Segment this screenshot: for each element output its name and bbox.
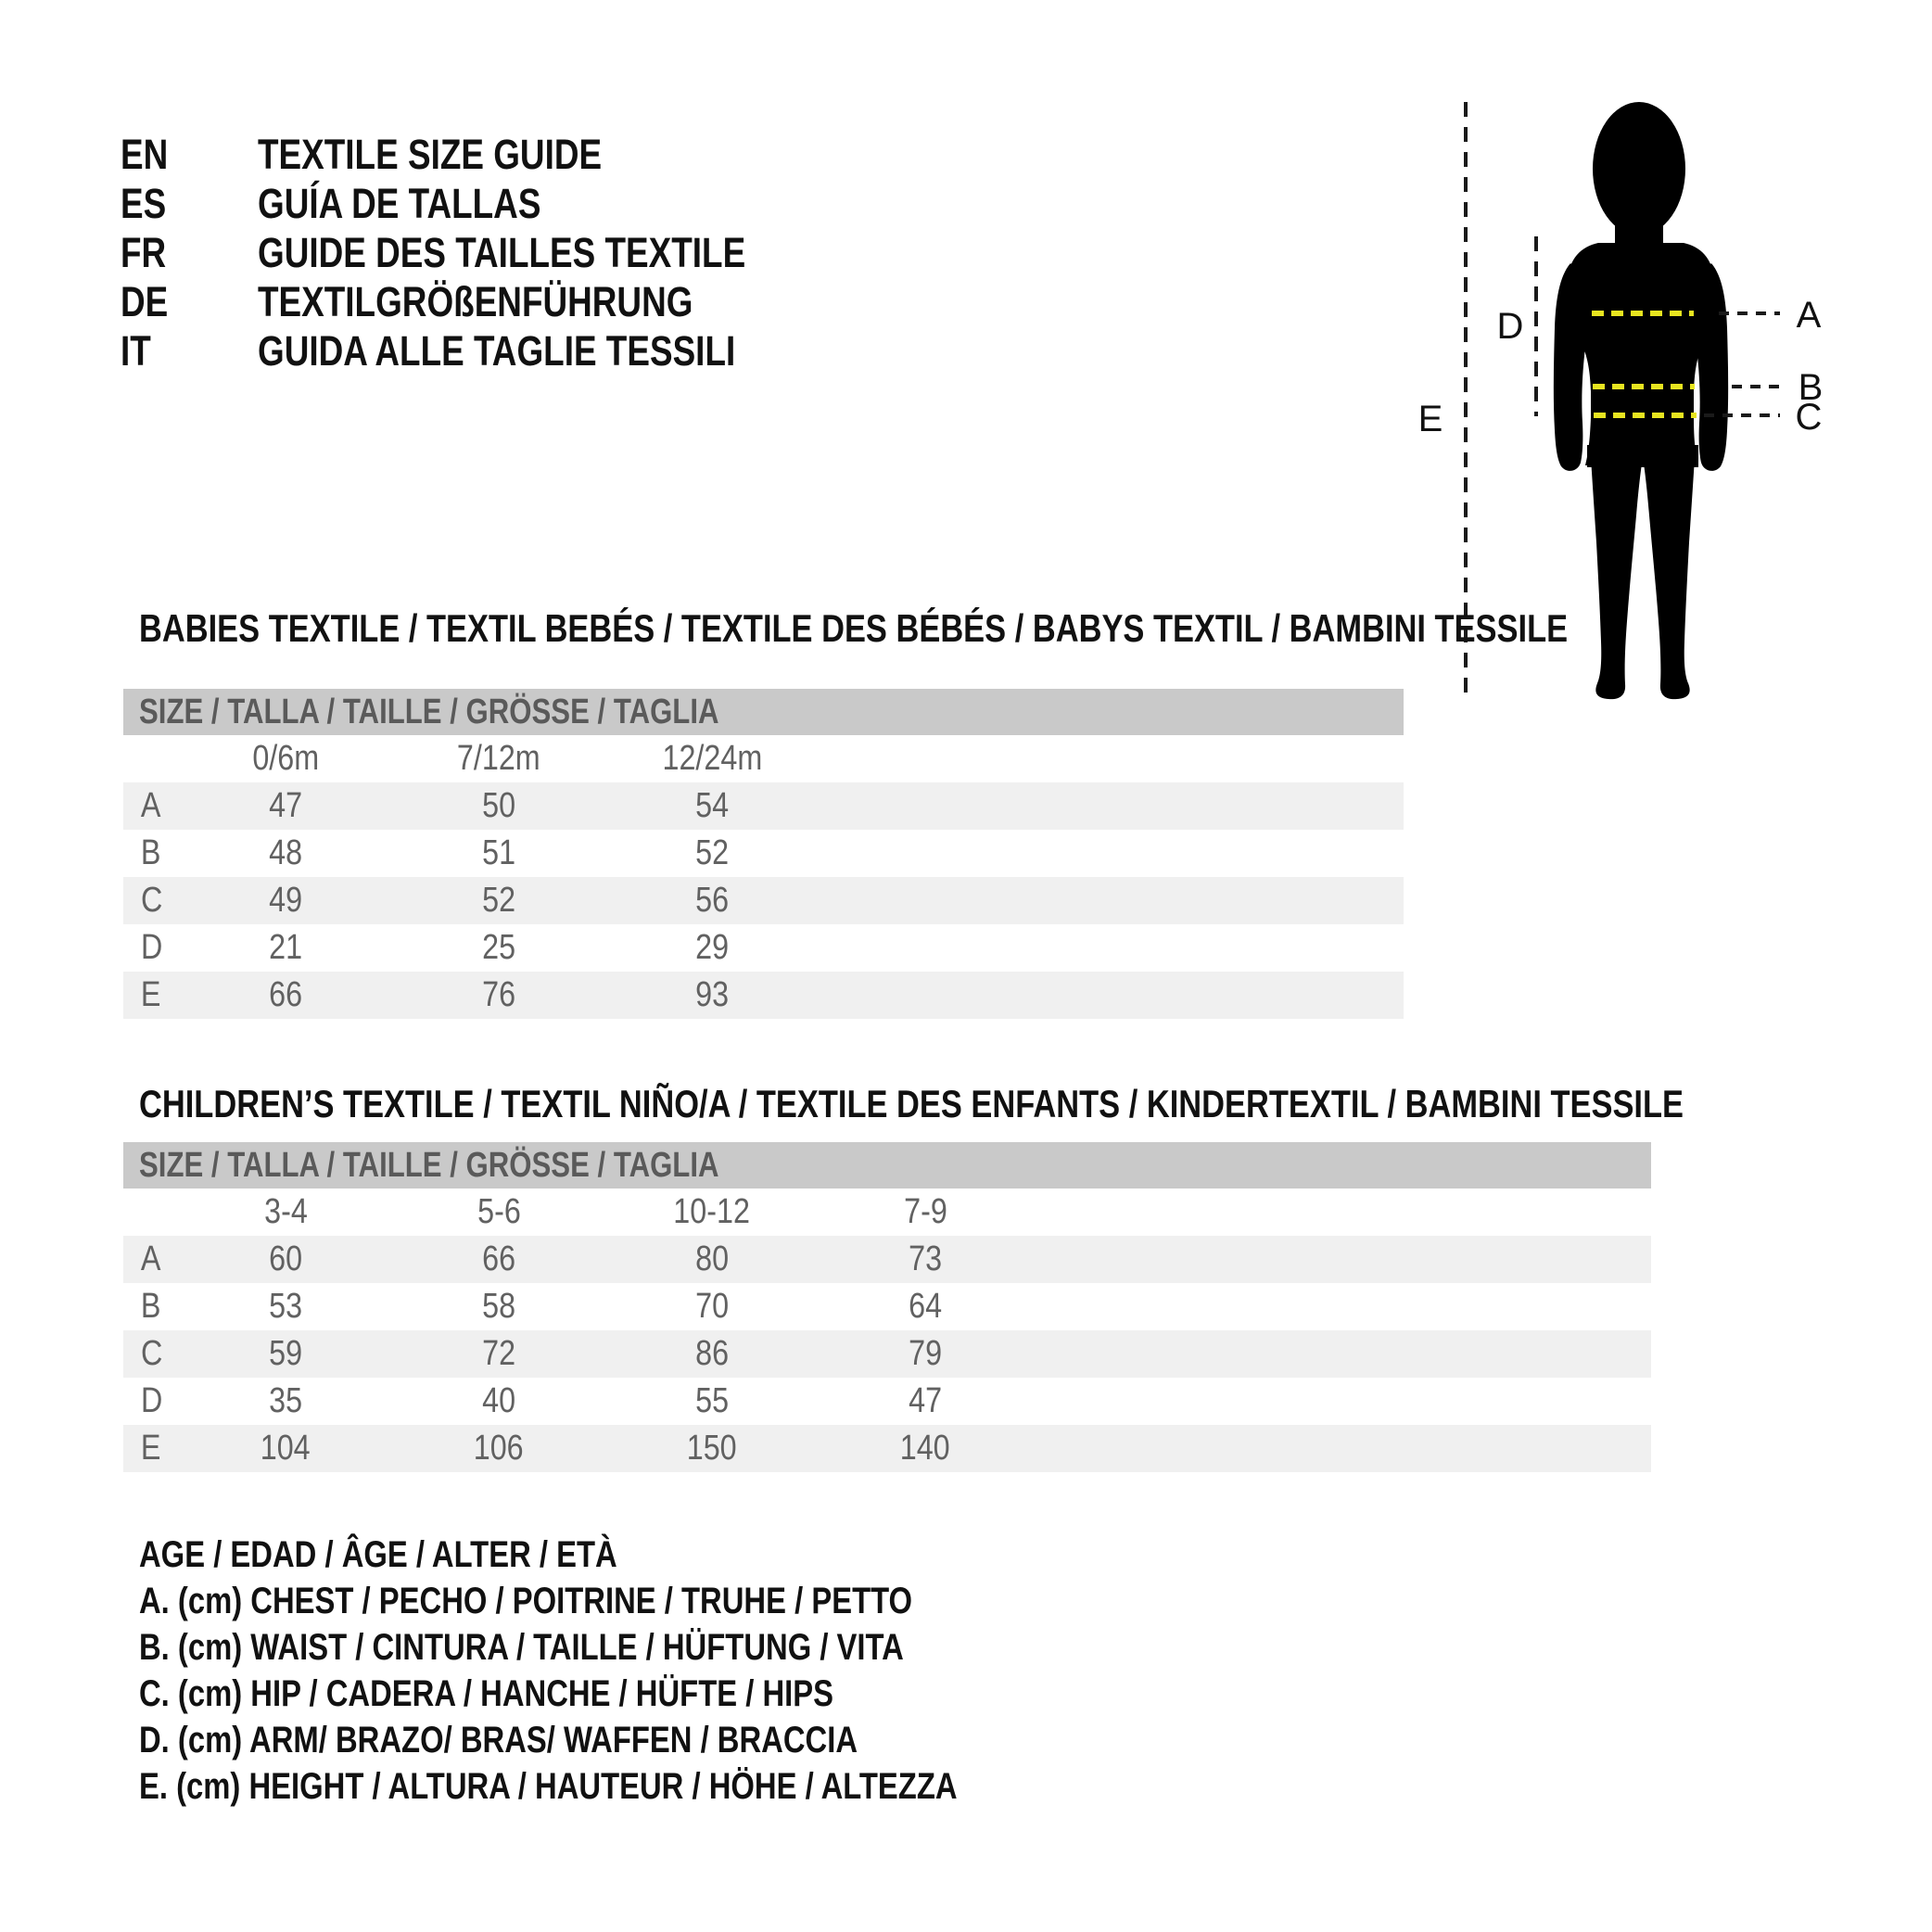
table-cell: 140 <box>900 1429 950 1468</box>
table-cell: 47 <box>269 786 302 825</box>
table-cell: 29 <box>695 928 729 967</box>
table-cell: 93 <box>695 975 729 1014</box>
table-cell: 80 <box>695 1239 729 1278</box>
figure-label-hip: C <box>1795 397 1823 438</box>
figure-label-waist: B <box>1798 367 1824 408</box>
silhouette-left-leg <box>1591 458 1642 699</box>
table-cell: 104 <box>261 1429 311 1468</box>
column-header: 5-6 <box>477 1192 521 1231</box>
row-label: D <box>141 928 163 967</box>
table-cell: 56 <box>695 881 729 920</box>
language-title: GUIDE DES TAILLES TEXTILE <box>258 229 746 276</box>
language-title: TEXTILE SIZE GUIDE <box>258 131 603 178</box>
table-cell: 106 <box>474 1429 524 1468</box>
table-row <box>123 1236 1651 1283</box>
children-section-title <box>139 1083 1932 1125</box>
babies-column-header-row <box>123 735 1404 782</box>
legend-height-line: E. (cm) HEIGHT / ALTURA / HAUTEUR / HÖHE / ALTEZZA <box>139 1766 958 1807</box>
legend-chest-line: A. (cm) CHEST / PECHO / POITRINE / TRUHE / PETTO <box>139 1581 913 1621</box>
silhouette-right-leg <box>1644 458 1695 699</box>
row-label: E <box>140 1429 161 1468</box>
language-title: TEXTILGRÖßENFÜHRUNG <box>258 278 693 325</box>
column-header: 12/24m <box>662 739 762 778</box>
language-title: GUIDA ALLE TAGLIE TESSILI <box>258 327 736 375</box>
row-label: D <box>141 1381 163 1420</box>
table-cell: 73 <box>909 1239 942 1278</box>
language-row <box>121 130 853 179</box>
language-row <box>121 326 853 375</box>
table-cell: 72 <box>482 1334 515 1373</box>
silhouette-left-arm <box>1554 263 1593 471</box>
table-cell: 60 <box>269 1239 302 1278</box>
column-header: 0/6m <box>252 739 319 778</box>
language-row <box>121 179 853 228</box>
row-label: C <box>141 1334 163 1373</box>
table-cell: 35 <box>269 1381 302 1420</box>
size-header-label: SIZE / TALLA / TAILLE / GRÖSSE / TAGLIA <box>139 692 719 731</box>
table-cell: 64 <box>909 1287 942 1326</box>
table-cell: 66 <box>482 1239 515 1278</box>
table-cell: 51 <box>482 833 515 872</box>
language-title-list <box>121 130 853 375</box>
row-label: A <box>140 1239 161 1278</box>
row-label: A <box>140 786 161 825</box>
figure-label-arm: D <box>1496 306 1524 347</box>
table-cell: 79 <box>909 1334 942 1373</box>
table-cell: 52 <box>482 881 515 920</box>
children-section-title-text: CHILDREN’S TEXTILE / TEXTIL NIÑO/A / TEXTILE DES ENFANTS / KINDERTEXTIL / BAMBINI TESSILE <box>139 1082 1684 1125</box>
table-cell: 21 <box>269 928 302 967</box>
column-header: 3-4 <box>263 1192 308 1231</box>
table-cell: 59 <box>269 1334 302 1373</box>
table-cell: 52 <box>695 833 729 872</box>
babies-size-table <box>123 689 1404 1019</box>
legend-hip-line: C. (cm) HIP / CADERA / HANCHE / HÜFTE / HIPS <box>139 1673 834 1714</box>
babies-section-title <box>139 607 1881 650</box>
language-code: EN <box>121 131 169 178</box>
table-cell: 25 <box>482 928 515 967</box>
table-cell: 70 <box>695 1287 729 1326</box>
language-title: GUÍA DE TALLAS <box>258 180 541 227</box>
language-code: IT <box>121 327 151 375</box>
table-cell: 86 <box>695 1334 729 1373</box>
figure-label-chest: A <box>1796 295 1822 336</box>
column-header: 7/12m <box>457 739 540 778</box>
table-cell: 50 <box>482 786 515 825</box>
children-table-header-bar <box>123 1142 1651 1188</box>
children-size-table <box>123 1142 1651 1472</box>
table-cell: 47 <box>909 1381 942 1420</box>
table-row <box>123 830 1404 877</box>
language-code: ES <box>121 180 167 227</box>
table-cell: 76 <box>482 975 515 1014</box>
table-cell: 54 <box>695 786 729 825</box>
table-row <box>123 782 1404 830</box>
table-row <box>123 1378 1651 1425</box>
table-cell: 58 <box>482 1287 515 1326</box>
babies-table-header-bar <box>123 689 1404 735</box>
legend-age-line: AGE / EDAD / ÂGE / ALTER / ETÀ <box>139 1534 617 1575</box>
table-cell: 66 <box>269 975 302 1014</box>
table-cell: 55 <box>695 1381 729 1420</box>
table-row <box>123 1283 1651 1330</box>
silhouette-torso <box>1567 243 1715 465</box>
children-column-header-row <box>123 1188 1651 1236</box>
table-cell: 40 <box>482 1381 515 1420</box>
row-label: C <box>141 881 163 920</box>
table-cell: 49 <box>269 881 302 920</box>
language-code: DE <box>121 278 169 325</box>
language-row <box>121 228 853 277</box>
row-label: B <box>140 833 161 872</box>
babies-section-title-text: BABIES TEXTILE / TEXTIL BEBÉS / TEXTILE DES BÉBÉS / BABYS TEXTIL / BAMBINI TESSILE <box>139 606 1569 650</box>
table-row <box>123 877 1404 924</box>
table-cell: 150 <box>687 1429 737 1468</box>
table-cell: 53 <box>269 1287 302 1326</box>
size-header-label: SIZE / TALLA / TAILLE / GRÖSSE / TAGLIA <box>139 1145 719 1185</box>
table-cell: 48 <box>269 833 302 872</box>
column-header: 7-9 <box>903 1192 947 1231</box>
table-row <box>123 924 1404 972</box>
language-row <box>121 277 853 326</box>
row-label: B <box>140 1287 161 1326</box>
language-code: FR <box>121 229 167 276</box>
measurement-legend <box>139 1532 1137 1810</box>
table-row <box>123 1330 1651 1378</box>
table-row <box>123 1425 1651 1472</box>
figure-label-height: E <box>1417 399 1443 439</box>
table-row <box>123 972 1404 1019</box>
row-label: E <box>140 975 161 1014</box>
column-header: 10-12 <box>673 1192 751 1231</box>
legend-arm-line: D. (cm) ARM/ BRAZO/ BRAS/ WAFFEN / BRACCIA <box>139 1720 858 1760</box>
legend-waist-line: B. (cm) WAIST / CINTURA / TAILLE / HÜFTUNG / VITA <box>139 1627 904 1668</box>
